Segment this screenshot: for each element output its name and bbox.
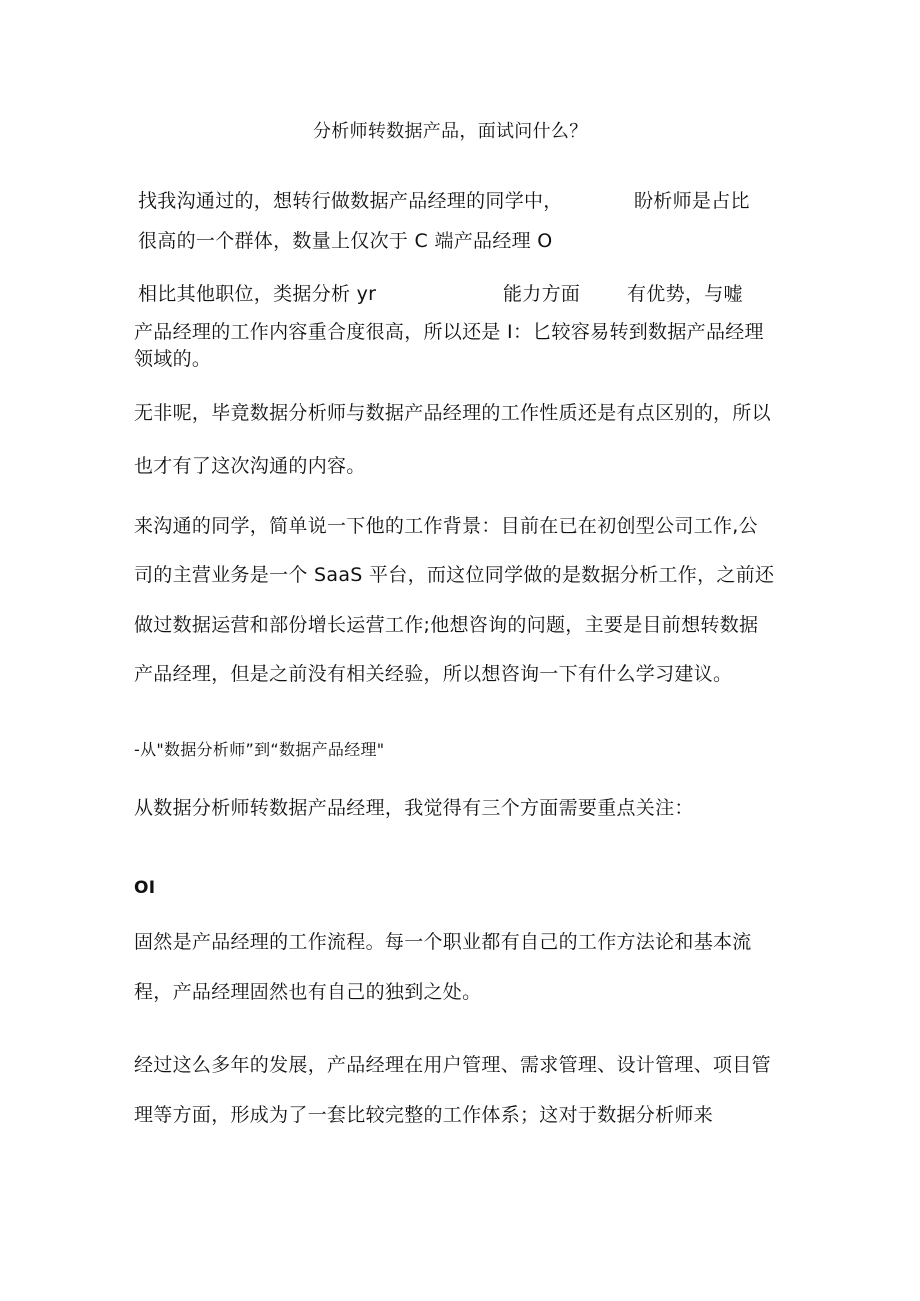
paragraph-2-line-1b: 能力方面 (503, 283, 581, 305)
paragraph-1-line-1b: 盼析师是占比 (634, 190, 750, 212)
paragraph-2-line-1a: 相比其他职位，类据分析 yr (138, 283, 377, 305)
paragraph-4-line-1: 来沟通的同学，简单说一下他的工作背景：目前在已在初创型公司工作,公 (134, 515, 758, 537)
paragraph-1-line-1a: 找我沟通过的，想转行做数据产品经理的同学中， (138, 190, 563, 212)
paragraph-6-line-2: 程，产品经理固然也有自己的独到之处。 (134, 981, 482, 1003)
paragraph-2-line-3: 领域的。 (134, 348, 212, 370)
paragraph-3-line-1: 无非呢，毕竟数据分析师与数据产品经理的工作性质还是有点区别的，所以 (134, 402, 771, 424)
section-heading: -从"数据分析师”到“数据产品经理" (134, 740, 385, 759)
paragraph-5-line-1: 从数据分析师转数据产品经理，我觉得有三个方面需要重点关注： (134, 797, 694, 819)
section-marker: OI (134, 878, 156, 898)
paragraph-2-line-1c: 有优势，与嘘 (627, 283, 743, 305)
paragraph-1-line-2: 很高的一个群体，数量上仅次于 C 端产品经理 O (138, 230, 553, 252)
paragraph-2-line-2: 产品经理的工作内容重合度很高，所以还是 I：匕较容易转到数据产品经理 (134, 321, 764, 343)
paragraph-6-line-1: 固然是产品经理的工作流程。每一个职业都有自己的工作方法论和基本流 (134, 931, 752, 953)
paragraph-7-line-1: 经过这么多年的发展，产品经理在用户管理、需求管理、设计管理、项目管 (134, 1054, 771, 1076)
paragraph-4-line-3: 做过数据运营和部份增长运营工作;他想咨询的问题，主要是目前想转数据 (134, 614, 759, 636)
paragraph-7-line-2: 理等方面，形成为了一套比较完整的工作体系；这对于数据分析师来 (134, 1104, 714, 1126)
paragraph-4-line-2: 司的主营业务是一个 SaaS 平台，而这位同学做的是数据分析工作，之前还 (134, 564, 775, 586)
paragraph-4-line-4: 产品经理，但是之前没有相关经验，所以想咨询一下有什么学习建议。 (134, 663, 733, 685)
document-title: 分析师转数据产品，面试问什么？ (313, 121, 588, 142)
paragraph-3-line-2: 也才有了这次沟通的内容。 (134, 455, 366, 477)
